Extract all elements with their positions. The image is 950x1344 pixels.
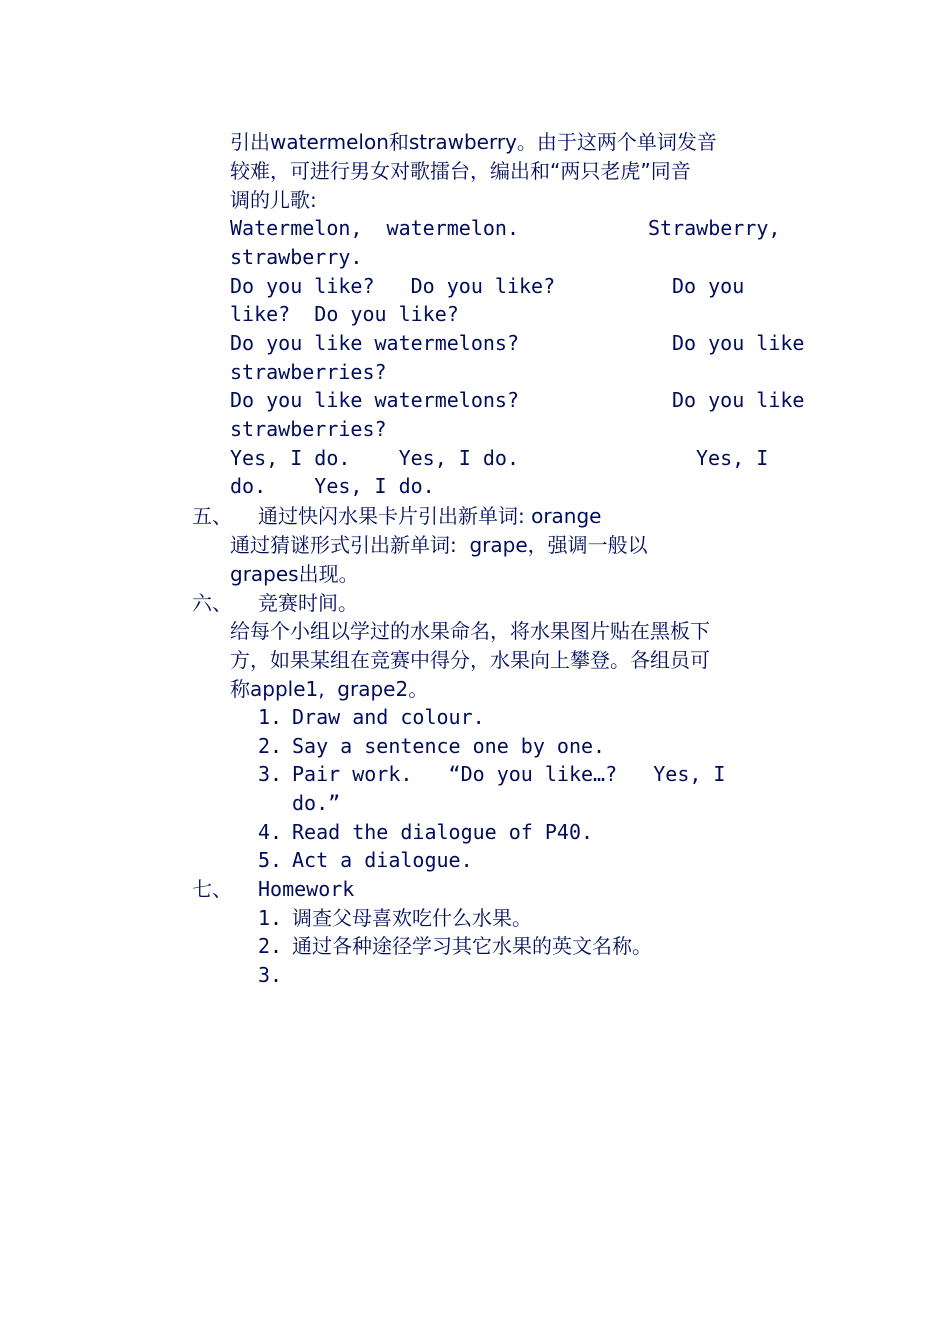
song-line-7a: Do you like watermelons? <box>230 388 519 412</box>
homework-item-number: 3. <box>258 963 283 987</box>
song-line-5b: Do you like <box>672 331 805 355</box>
section-7-number: 七、 <box>192 877 232 901</box>
intro-line-1: 引出watermelon和strawberry。由于这两个单词发音 <box>230 130 717 154</box>
song-line-7b: Do you like <box>672 388 805 412</box>
list-item-number: 2. <box>258 734 283 758</box>
homework-item-number: 1. <box>258 906 283 930</box>
homework-item-text: 调查父母喜欢吃什么水果。 <box>292 906 532 930</box>
song-line-8: strawberries? <box>230 417 387 441</box>
homework-item-text: 通过各种途径学习其它水果的英文名称。 <box>292 934 652 958</box>
song-line-6: strawberries? <box>230 360 387 384</box>
song-line-1b: Strawberry, <box>648 216 781 240</box>
song-line-2: strawberry. <box>230 245 363 269</box>
song-line-10: do. Yes, I do. <box>230 474 435 498</box>
section-6-para-2: 方，如果某组在竞赛中得分，水果向上攀登。各组员可 <box>230 648 710 672</box>
list-item-text: Read the dialogue of P40. <box>292 820 594 844</box>
section-6-para-1: 给每个小组以学过的水果命名，将水果图片贴在黑板下 <box>230 619 710 643</box>
list-item-text: Pair work. “Do you like…? Yes, I <box>292 762 726 786</box>
section-5-title: 通过快闪水果卡片引出新单词: orange <box>258 504 602 528</box>
list-item-number: 5. <box>258 848 283 872</box>
section-6-para-3: 称apple1, grape2。 <box>230 677 429 701</box>
list-item-number: 1. <box>258 705 283 729</box>
song-line-9a: Yes, I do. Yes, I do. <box>230 446 519 470</box>
list-item-text: Act a dialogue. <box>292 848 473 872</box>
homework-item-number: 2. <box>258 934 283 958</box>
song-line-4: like? Do you like? <box>230 302 459 326</box>
section-5-line-3: grapes出现。 <box>230 562 359 586</box>
intro-line-2: 较难，可进行男女对歌擂台，编出和“两只老虎”同音 <box>230 159 691 183</box>
section-5-number: 五、 <box>192 504 232 528</box>
list-item-text: Say a sentence one by one. <box>292 734 606 758</box>
list-item-text-continued: do.” <box>292 791 341 815</box>
list-item-text: Draw and colour. <box>292 705 485 729</box>
list-item-number: 4. <box>258 820 283 844</box>
intro-line-3: 调的儿歌: <box>230 188 317 212</box>
section-6-number: 六、 <box>192 591 232 615</box>
song-line-9b: Yes, I <box>696 446 769 470</box>
song-line-1a: Watermelon, watermelon. <box>230 216 519 240</box>
section-7-title: Homework <box>258 877 355 901</box>
section-6-title: 竞赛时间。 <box>258 591 358 615</box>
song-line-3a: Do you like? Do you like? <box>230 274 556 298</box>
section-5-line-2: 通过猜谜形式引出新单词: grape，强调一般以 <box>230 533 648 557</box>
list-item-number: 3. <box>258 762 283 786</box>
song-line-5a: Do you like watermelons? <box>230 331 519 355</box>
song-line-3b: Do you <box>672 274 745 298</box>
